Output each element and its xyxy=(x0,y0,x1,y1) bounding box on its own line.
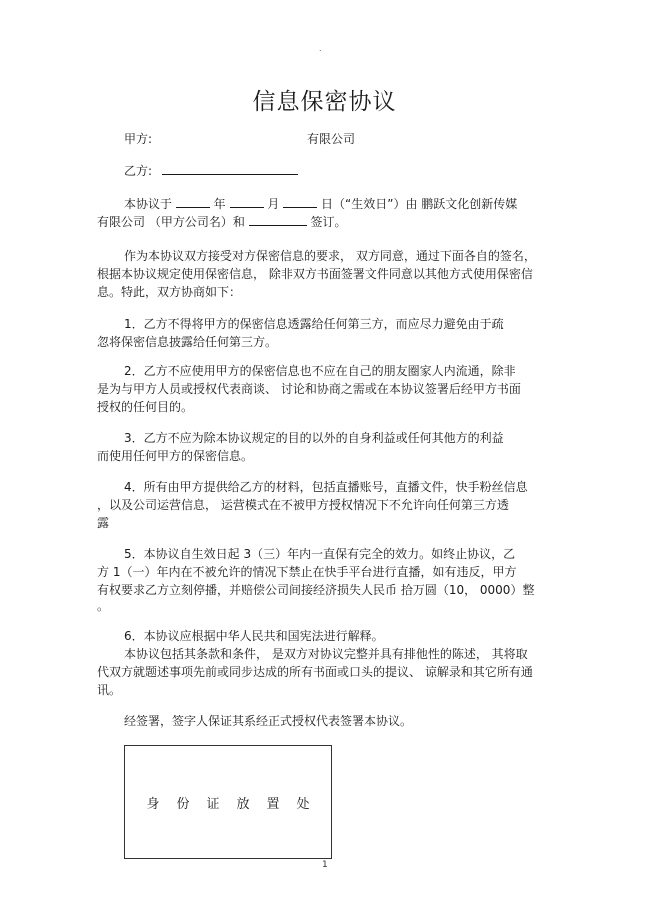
clause-2-line-2: 是为与甲方人员或授权代表商谈、 讨论和协商之需或在本协议签署后经甲方书面 xyxy=(97,382,521,396)
id-card-box-label: 身份证放置处 xyxy=(146,797,327,812)
preamble-line-1: 作为本协议双方接受对方保密信息的要求， 双方同意，通过下面各自的签名， xyxy=(124,249,536,263)
intro-month: 月 xyxy=(267,197,280,211)
clause-5-line-4: 。 xyxy=(97,599,110,613)
party-b-name-blank xyxy=(249,213,307,226)
clause-5-line-3: 有权要求乙方立刻停播，并赔偿公司间接经济损失人民币 拾万圆（10， 0000）整 xyxy=(97,583,535,597)
signature-note: 经签署，签字人保证其系经正式授权代表签署本协议。 xyxy=(124,714,413,728)
clause-4-line-1: 4．所有由甲方提供给乙方的材料，包括直播账号，直播文件，快手粉丝信息 xyxy=(124,480,528,494)
party-a-label: 甲方: xyxy=(124,132,153,146)
clause-1-line-2: 忽将保密信息披露给任何第三方。 xyxy=(97,335,278,349)
clause-2-line-1: 2．乙方不应使用甲方的保密信息也不应在自己的朋友圈家人内流通，除非 xyxy=(124,364,516,378)
intro-signed: 签订。 xyxy=(310,215,347,229)
clause-6-line-1: 6．本协议应根据中华人民共和国宪法进行解释。 xyxy=(124,629,384,643)
clause-5-line-1: 5．本协议自生效日起 3（三）年内一直保有完全的效力。如终止协议，乙 xyxy=(124,547,516,561)
preamble-line-3: 息。特此，双方协商如下： xyxy=(97,285,242,299)
intro-line-2 xyxy=(97,213,347,231)
month-blank xyxy=(230,195,264,208)
clause-6-line-4: 讯。 xyxy=(97,683,122,697)
clause-1-line-1: 1．乙方不得将甲方的保密信息透露给任何第三方，而应尽力避免由于疏 xyxy=(124,317,504,331)
clause-6-line-3: 代双方就题述事项先前或同步达成的所有书面或口头的提议、 谅解录和其它所有通 xyxy=(97,665,533,679)
clause-4-line-2: ，以及公司运营信息， 运营模式在不被甲方授权情况下不允许向任何第三方透 xyxy=(97,498,509,512)
clause-6-line-2: 本协议包括其条款和条件， 是双方对协议完整并具有排他性的陈述， 其将取 xyxy=(124,647,528,661)
document-title: 信息保密协议 xyxy=(252,89,397,115)
day-blank xyxy=(283,195,317,208)
id-card-box xyxy=(124,745,332,859)
header-dot: . xyxy=(319,44,322,53)
year-blank xyxy=(176,195,210,208)
intro-line-1 xyxy=(124,195,517,213)
intro-party-a: 有限公司 （甲方公司名）和 xyxy=(97,215,245,229)
clause-3-line-2: 而使用任何甲方的保密信息。 xyxy=(97,449,254,463)
clause-5-line-2: 方 1（一）年内在不被允许的情况下禁止在快手平台进行直播，如有违反，甲方 xyxy=(97,565,517,579)
intro-text-start: 本协议于 xyxy=(124,197,173,211)
intro-day: 日（“生效日”）由 鹏跃文化创新传媒 xyxy=(321,197,518,211)
party-b-blank xyxy=(162,162,298,175)
preamble-line-2: 根据本协议规定使用保密信息， 除非双方书面签署文件同意以其他方式使用保密信 xyxy=(97,267,533,281)
clause-4-line-3: 露 xyxy=(97,516,110,530)
intro-year: 年 xyxy=(213,197,226,211)
page-number: 1 xyxy=(322,860,328,870)
party-b-row xyxy=(124,162,298,180)
party-b-label: 乙方: xyxy=(124,164,153,178)
clause-3-line-1: 3．乙方不应为除本协议规定的目的以外的自身利益或任何其他方的利益 xyxy=(124,431,504,445)
clause-2-line-3: 授权的任何目的。 xyxy=(97,400,194,414)
party-a-company-suffix: 有限公司 xyxy=(307,132,356,146)
